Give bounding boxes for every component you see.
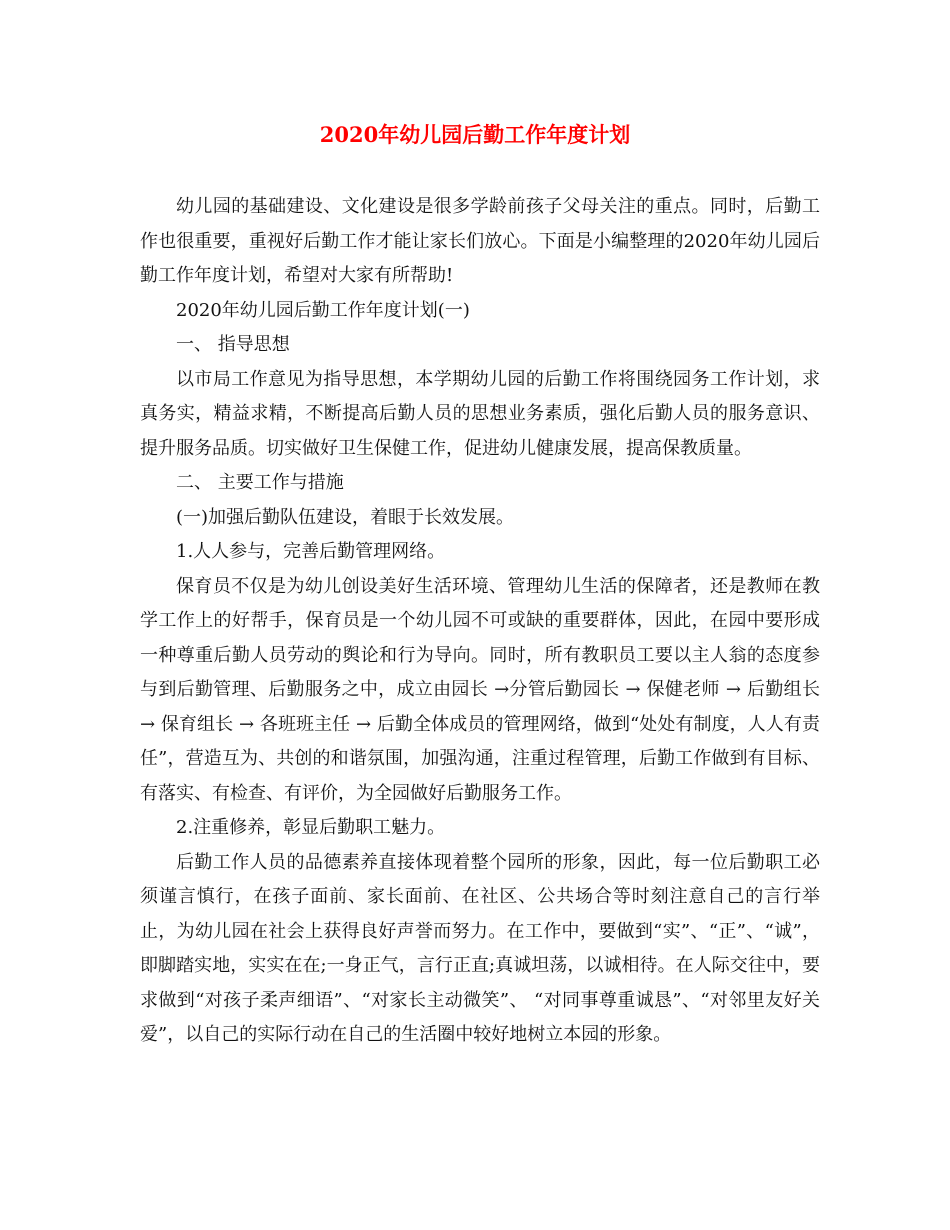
heading-main-work-measures: 二、 主要工作与措施 bbox=[176, 472, 344, 493]
paragraph-staff-character: 后勤工作人员的品德素养直接体现着整个园所的形象，因此，每一位后勤职工必须谨言慎行，在孩子面前、家长面前、在社区、公共场合等时刻注意自己的言行举止，为幼儿园在社会上获得良好声誉而努力。在工作中，要做到“实”、“正”、“诚”，即脚踏实地，实实在在;一身正气，言行正直;真诚坦荡，以诚相待。在人际交往中，要求做到“对孩子柔声细语”、“对家长主动微笑”、 “对同事尊重诚恳”、“对邻里友好关爱”，以自己的实际行动在自己的生活圈中较好地树立本园的形象。 bbox=[140, 851, 820, 1045]
paragraph-guiding-ideology: 以市局工作意见为指导思想，本学期幼儿园的后勤工作将围绕园务工作计划，求真务实，精益求精，不断提高后勤人员的思想业务素质，强化后勤人员的服务意识、提升服务品质。切实做好卫生保健工作，促进幼儿健康发展，提高保教质量。 bbox=[140, 368, 820, 459]
intro-paragraph: 幼儿园的基础建设、文化建设是很多学龄前孩子父母关注的重点。同时，后勤工作也很重要，重视好后勤工作才能让家长们放心。下面是小编整理的2020年幼儿园后勤工作年度计划，希望对大家有所帮助! bbox=[140, 196, 820, 286]
document-body bbox=[140, 190, 820, 1053]
item-heading-2: 2.注重修养，彰显后勤职工魅力。 bbox=[176, 817, 446, 838]
subheading-team-building: (一)加强后勤队伍建设，着眼于长效发展。 bbox=[176, 506, 515, 528]
heading-guiding-ideology: 一、 指导思想 bbox=[176, 334, 290, 355]
item-heading-1: 1.人人参与，完善后勤管理网络。 bbox=[176, 541, 446, 562]
paragraph-management-network: 保育员不仅是为幼儿创设美好生活环境、管理幼儿生活的保障者，还是教师在教学工作上的好帮手，保育员是一个幼儿园不可或缺的重要群体，因此，在园中要形成一种尊重后勤人员劳动的舆论和行为导向。同时，所有教职员工要以主人翁的态度参与到后勤管理、后勤服务之中，成立由园长 →分管后勤园长 → 保健老师 → 后勤组长 → 保育组长 → 各班班主任 → 后勤全体成员的管理网络，做到“处处有制度，人人有责任”，营造互为、共创的和谐氛围，加强沟通，注重过程管理，后勤工作做到有目标、有落实、有检查、有评价，为全园做好后勤服务工作。 bbox=[140, 575, 820, 804]
document-title: 2020年幼儿园后勤工作年度计划 bbox=[319, 122, 631, 147]
section-heading-plan-one: 2020年幼儿园后勤工作年度计划(一) bbox=[176, 299, 470, 321]
